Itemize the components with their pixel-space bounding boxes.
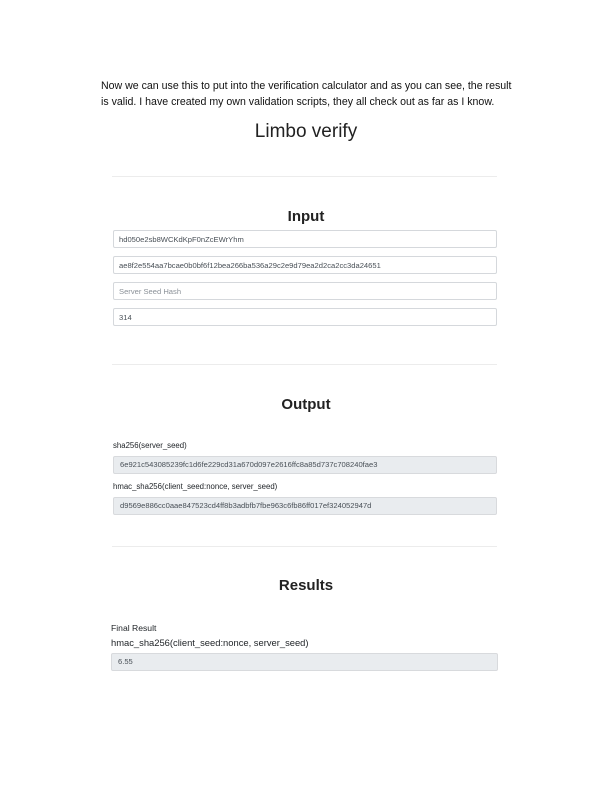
final-result-formula: hmac_sha256(client_seed:nonce, server_seed) xyxy=(111,637,309,648)
final-result-label: Final Result xyxy=(111,623,157,633)
divider xyxy=(112,176,497,177)
output-heading: Output xyxy=(281,396,331,413)
server-seed-hash-input[interactable] xyxy=(113,282,497,300)
nonce-input[interactable] xyxy=(113,308,497,326)
intro-paragraph: Now we can use this to put into the verification calculator and as you can see, the result is valid. I have created my own validation scripts, they all check out as far as I know. xyxy=(101,80,512,108)
hmac-output-field[interactable]: d9569e886cc0aae847523cd4ff8b3adbfb7fbe963c6fb86ff017ef324052947d xyxy=(113,497,497,515)
sha256-output-field[interactable]: 6e921c543085239fc1d6fe229cd31a670d097e2616ffc8a85d737c708240fae3 xyxy=(113,456,497,474)
results-heading: Results xyxy=(278,577,334,594)
server-seed-input[interactable] xyxy=(113,256,497,274)
divider xyxy=(112,546,497,547)
divider xyxy=(112,364,497,365)
page-title: Limbo verify xyxy=(254,121,358,142)
hmac-label: hmac_sha256(client_seed:nonce, server_seed) xyxy=(113,482,278,491)
sha256-label: sha256(server_seed) xyxy=(113,441,187,450)
client-seed-input[interactable] xyxy=(113,230,497,248)
input-heading: Input xyxy=(287,208,325,225)
final-result-field[interactable]: 6.55 xyxy=(111,653,498,671)
